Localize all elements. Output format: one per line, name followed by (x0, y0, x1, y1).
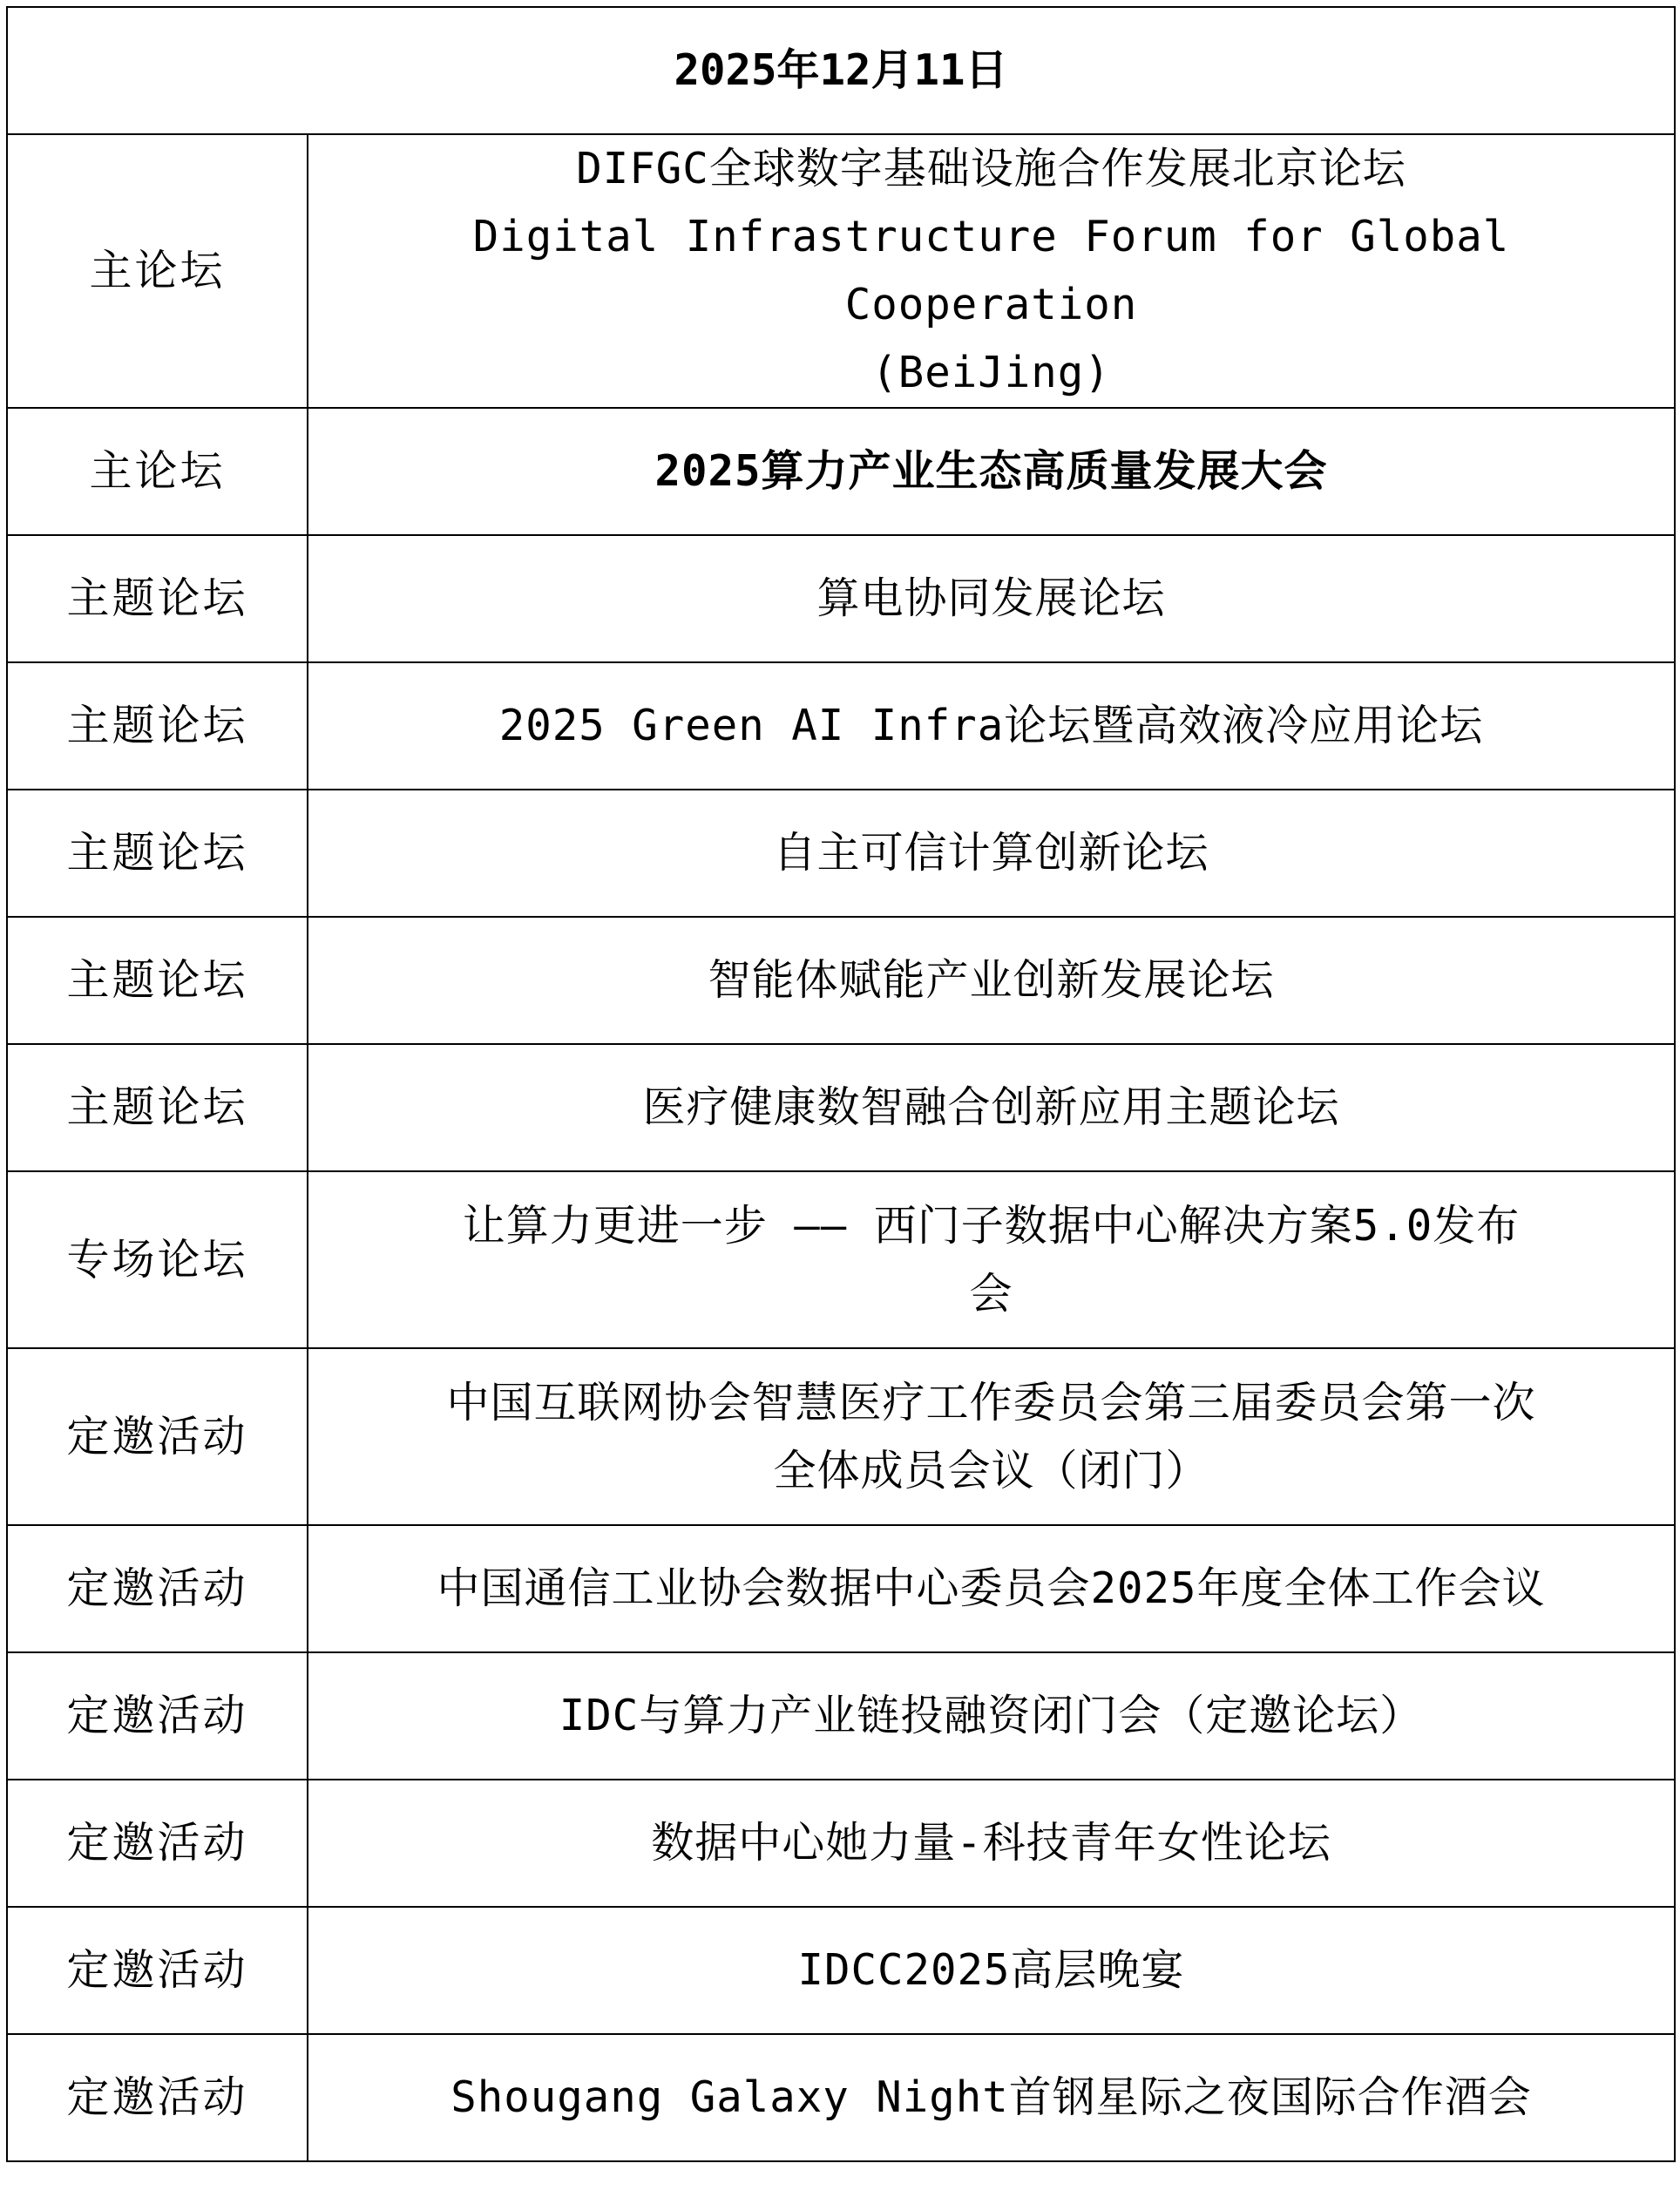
event-title-line: 让算力更进一步 —— 西门子数据中心解决方案5.0发布 (462, 1200, 1521, 1251)
event-title-line: (BeiJing) (871, 348, 1111, 397)
event-type-cell: 定邀活动 (7, 2034, 308, 2161)
event-title-line: 算电协同发展论坛 (816, 573, 1166, 623)
table-row (7, 1907, 1675, 2034)
event-title-line: Digital Infrastructure Forum for Global Cooperation (472, 212, 1510, 329)
event-title-line: 2025 Green AI Infra论坛暨高效液冷应用论坛 (498, 701, 1484, 750)
event-title-cell (308, 917, 1675, 1044)
event-title-cell (308, 134, 1675, 408)
table-row (7, 535, 1675, 662)
table-row (7, 2034, 1675, 2161)
event-title-line: Shougang Galaxy Night首钢星际之夜国际合作酒会 (450, 2072, 1532, 2122)
event-type-cell: 专场论坛 (7, 1171, 308, 1348)
event-title-cell (308, 1652, 1675, 1780)
date-heading: 2025年12月11日 (7, 7, 1675, 134)
event-title-cell (308, 1044, 1675, 1171)
event-title-line: IDC与算力产业链投融资闭门会（定邀论坛） (559, 1691, 1424, 1740)
event-title-cell (308, 535, 1675, 662)
event-title-cell (308, 1171, 1675, 1348)
event-title-line: 中国互联网协会智慧医疗工作委员会第三届委员会第一次 (446, 1377, 1536, 1428)
event-title-line: 中国通信工业协会数据中心委员会2025年度全体工作会议 (437, 1563, 1546, 1613)
event-title-cell (308, 408, 1675, 535)
event-title-line: 医疗健康数智融合创新应用主题论坛 (642, 1082, 1340, 1132)
event-title-line: 智能体赋能产业创新发展论坛 (708, 955, 1275, 1005)
schedule-document (6, 6, 1674, 2162)
table-row (7, 1171, 1675, 1348)
event-type-cell: 定邀活动 (7, 1348, 308, 1525)
event-title-line: 会 (969, 1268, 1013, 1319)
event-title-line: 2025算力产业生态高质量发展大会 (654, 446, 1328, 496)
event-title-line: DIFGC全球数字基础设施合作发展北京论坛 (576, 144, 1406, 193)
event-type-cell: 主题论坛 (7, 535, 308, 662)
event-type-cell: 定邀活动 (7, 1652, 308, 1780)
table-row (7, 1780, 1675, 1907)
table-row (7, 917, 1675, 1044)
event-title-line: 全体成员会议（闭门） (773, 1445, 1209, 1495)
table-row (7, 662, 1675, 790)
event-type-cell: 主题论坛 (7, 790, 308, 917)
event-title-line: 数据中心她力量-科技青年女性论坛 (651, 1818, 1331, 1868)
event-title-cell (308, 1525, 1675, 1652)
event-type-cell: 主论坛 (7, 408, 308, 535)
event-title-cell (308, 662, 1675, 790)
table-row (7, 1044, 1675, 1171)
table-row (7, 134, 1675, 408)
event-type-cell: 主题论坛 (7, 662, 308, 790)
event-title-cell (308, 1780, 1675, 1907)
event-title-line: 自主可信计算创新论坛 (773, 828, 1209, 878)
event-type-cell: 主题论坛 (7, 917, 308, 1044)
table-row (7, 1348, 1675, 1525)
event-type-cell: 主题论坛 (7, 1044, 308, 1171)
table-row (7, 1525, 1675, 1652)
event-type-cell: 主论坛 (7, 134, 308, 408)
date-row (7, 7, 1675, 134)
event-title-cell (308, 1348, 1675, 1525)
event-title-cell (308, 1907, 1675, 2034)
table-row (7, 1652, 1675, 1780)
event-title-line: IDCC2025高层晚宴 (797, 1945, 1185, 1995)
event-title-cell (308, 2034, 1675, 2161)
table-row (7, 790, 1675, 917)
event-type-cell: 定邀活动 (7, 1780, 308, 1907)
event-type-cell: 定邀活动 (7, 1907, 308, 2034)
event-type-cell: 定邀活动 (7, 1525, 308, 1652)
table-row (7, 408, 1675, 535)
event-title-cell (308, 790, 1675, 917)
schedule-table (6, 6, 1676, 2162)
